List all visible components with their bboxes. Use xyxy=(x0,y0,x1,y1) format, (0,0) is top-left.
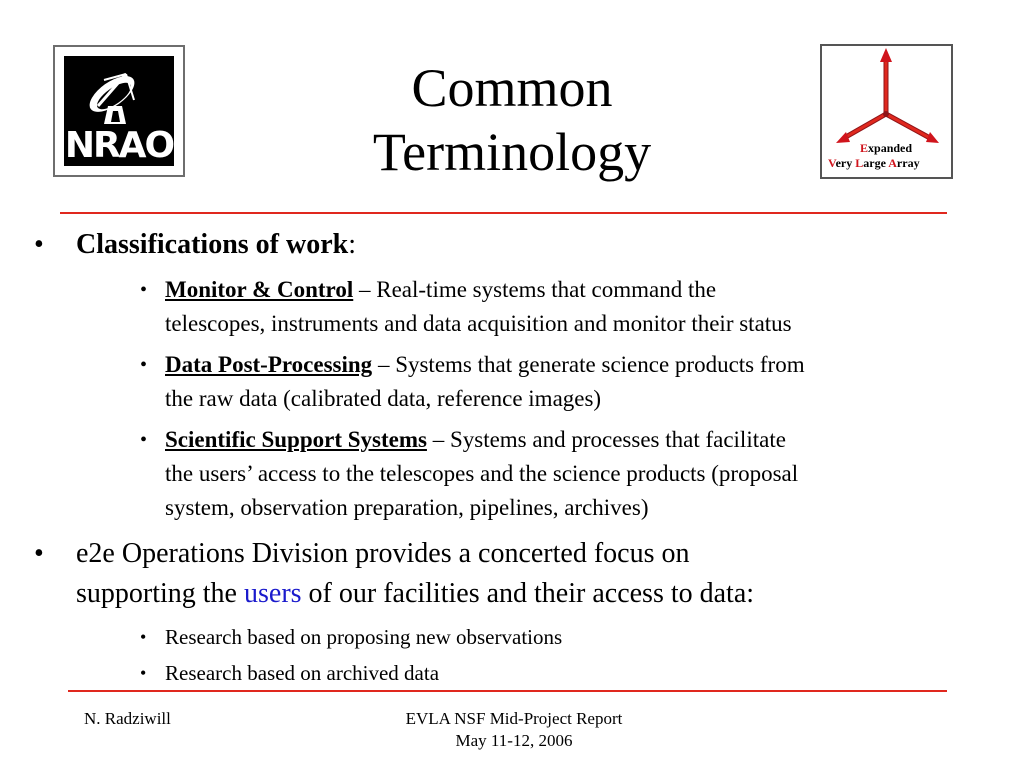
bullet-dot: • xyxy=(140,429,148,451)
nrao-logo-text: NRAO xyxy=(64,125,174,166)
evla-word-expanded: xpanded xyxy=(868,141,913,155)
bullet-dot: • xyxy=(140,663,147,683)
term-data-post-processing: Data Post-Processing xyxy=(165,352,373,377)
footer-divider xyxy=(68,690,947,692)
definition-line: – Systems that generate science products from xyxy=(372,352,805,377)
title-divider xyxy=(60,212,947,214)
definition-line: telescopes, instruments and data acquisition and monitor their status xyxy=(165,311,792,336)
sub-bullet-text xyxy=(165,273,965,341)
evla-initial-e: E xyxy=(860,141,869,155)
evla-word-large: arge xyxy=(863,156,889,170)
bullet-text xyxy=(76,225,976,265)
definition-line: the raw data (calibrated data, reference images) xyxy=(165,386,602,411)
classifications-heading: Classifications of work xyxy=(76,229,349,260)
users-link[interactable]: users xyxy=(244,578,302,609)
evla-logo-line1 xyxy=(860,142,912,155)
footer-report-title: EVLA NSF Mid-Project Report xyxy=(405,709,623,728)
evla-initial-a: A xyxy=(888,156,897,170)
evla-logo xyxy=(820,44,953,179)
e2e-line2-pre: supporting the xyxy=(76,578,244,609)
evla-word-array: rray xyxy=(896,156,920,170)
term-monitor-control: Monitor & Control xyxy=(165,277,354,302)
definition-line: – Real-time systems that command the xyxy=(353,277,717,302)
sub-bullet-text: Research based on archived data xyxy=(165,661,440,685)
evla-initial-v: V xyxy=(828,156,836,170)
e2e-line1: e2e Operations Division provides a concerted focus on xyxy=(76,538,690,569)
bullet-dot: • xyxy=(140,354,148,376)
term-scientific-support-systems: Scientific Support Systems xyxy=(165,427,427,452)
nrao-logo xyxy=(53,45,185,177)
evla-word-very: ery xyxy=(835,156,856,170)
footer-report xyxy=(364,708,664,752)
footer-date: May 11-12, 2006 xyxy=(455,731,573,750)
evla-logo-line2 xyxy=(828,157,920,170)
definition-line: – Systems and processes that facilitate xyxy=(426,427,786,452)
bullet-dot: • xyxy=(34,538,44,569)
classifications-colon: : xyxy=(348,229,357,260)
e2e-line2 xyxy=(76,574,976,614)
definition-line: system, observation preparation, pipelines, archives) xyxy=(165,495,649,520)
bullet-text xyxy=(76,534,976,614)
sub-bullet-text: Research based on proposing new observations xyxy=(165,625,563,649)
slide-title-line2: Terminology xyxy=(372,122,652,182)
footer-author: N. Radziwill xyxy=(84,709,171,728)
slide-title xyxy=(300,56,724,184)
bullet-dot: • xyxy=(140,627,147,647)
evla-initial-l: L xyxy=(855,156,864,170)
e2e-line2-post: of our facilities and their access to data: xyxy=(301,578,755,609)
bullet-dot: • xyxy=(140,279,148,301)
sub-bullet-text xyxy=(165,423,965,525)
bullet-dot: • xyxy=(34,229,44,260)
definition-line: the users’ access to the telescopes and the science products (proposal xyxy=(165,461,799,486)
sub-bullet-text xyxy=(165,348,965,416)
slide-title-line1: Common xyxy=(411,58,613,118)
